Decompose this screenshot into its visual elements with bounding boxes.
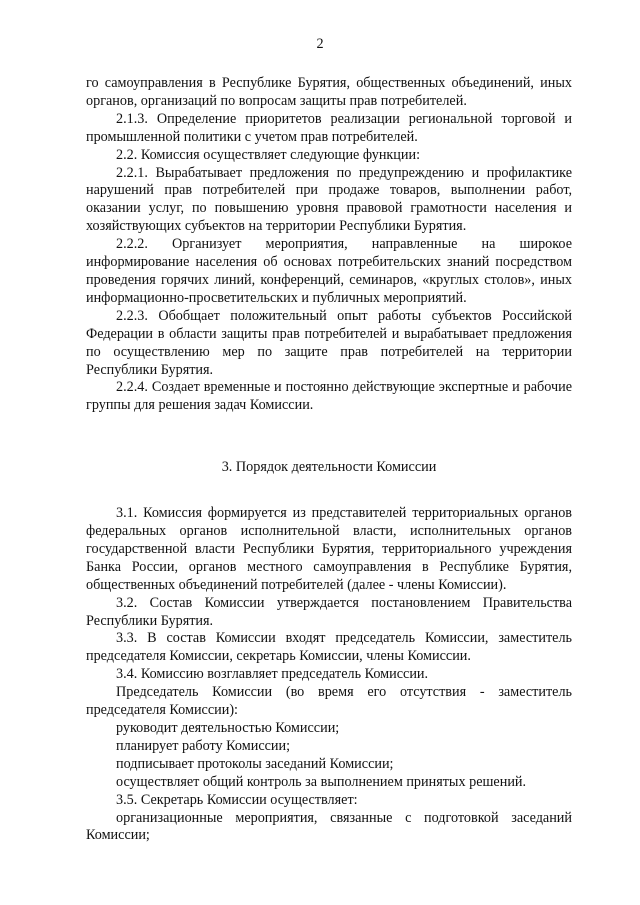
paragraph-2-2-2: 2.2.2. Организует мероприятия, направленные на широкое информирование населения об основах потребительских знаний посредством проведения горячих линий, конференций, семинаров, «круглых столов», иных информационно-просветительских и публичных мероприятий. [86,236,572,306]
paragraph-continuation: го самоуправления в Республике Бурятия, общественных объединений, иных органов, организаций по вопросам защиты прав потребителей. [86,75,572,109]
paragraph-3-4: 3.4. Комиссию возглавляет председатель Комиссии. [116,666,429,683]
list-item-chairman-duty: осуществляет общий контроль за выполнением принятых решений. [116,773,527,790]
paragraph-2-2-1: 2.2.1. Вырабатывает предложения по предупреждению и профилактике нарушений прав потребителей при продаже товаров, выполнении работ, оказании услуг, по повышению уровня правовой грамотности населения и хозяйствующих субъектов на территории Республики Бурятия. [86,164,572,235]
list-item-chairman-duty: руководит деятельностью Комиссии; [116,720,340,736]
section-heading: 3. Порядок деятельности Комиссии [221,459,437,476]
list-item-chairman-duty: планирует работу Комиссии; [116,737,291,754]
page-number: 2 [316,36,324,52]
paragraph-3-5: 3.5. Секретарь Комиссии осуществляет: [116,791,358,808]
paragraph-3-1: 3.1. Комиссия формируется из представителей территориальных органов федеральных органов исполнительной власти, исполнительных органов государственной власти Республики Бурятия, территориального учреждения Банка России, органов местного самоуправления в Республике Бурятия, общественных объединений потребителей (далее - члены Комиссии). [86,505,572,593]
paragraph-2-1-3: 2.1.3. Определение приоритетов реализации региональной торговой и промышленной политики с учетом прав потребителей. [86,110,572,145]
list-item-chairman-duty: подписывает протоколы заседаний Комиссии; [116,755,394,772]
document-body [86,75,572,845]
paragraph-2-2: 2.2. Комиссия осуществляет следующие функции: [116,146,421,163]
paragraph-chairman: Председатель Комиссии (во время его отсутствия - заместитель председателя Комиссии): [86,684,572,719]
paragraph-2-2-3: 2.2.3. Обобщает положительный опыт работы субъектов Российской Федерации в области защиты прав потребителей и вырабатывает предложения по осуществлению мер по защите прав потребителей на территории Республики Бурятия. [86,307,572,378]
list-item-secretary-duty: организационные мероприятия, связанные с подготовкой заседаний Комиссии; [86,809,572,844]
paragraph-2-2-4: 2.2.4. Создает временные и постоянно действующие экспертные и рабочие группы для решения задач Комиссии. [86,379,572,414]
paragraph-3-3: 3.3. В состав Комиссии входят председатель Комиссии, заместитель председателя Комиссии, секретарь Комиссии, члены Комиссии. [86,630,572,665]
paragraph-3-2: 3.2. Состав Комиссии утверждается постановлением Правительства Республики Бурятия. [86,594,572,629]
